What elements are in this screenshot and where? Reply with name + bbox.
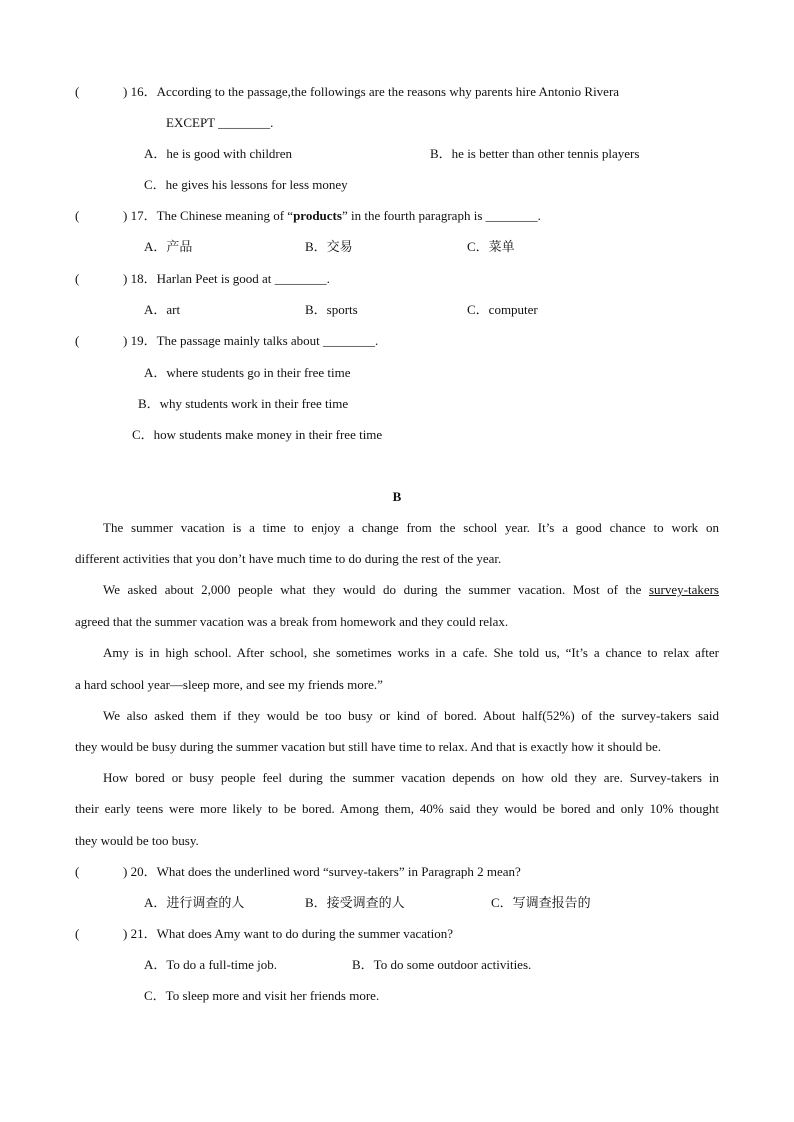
passage-p3-line1: Amy is in high school. After school, she sometimes works in a cafe. She told us, “It’s a chance to relax after [103,645,719,660]
question-stem: Harlan Peet is good at ________. [156,271,330,286]
q21-option-a: A．To do a full-time job. [144,957,278,972]
question-stem: What does Amy want to do during the summer vacation? [156,926,453,941]
q17-option-a: A．产品 [144,239,193,254]
passage-p4-line1: We also asked them if they would be too busy or kind of bored. About half(52%) of the survey-takers said [103,708,719,723]
q19-option-c: C．how students make money in their free time [132,427,383,442]
q18-option-a: A．art [144,302,181,317]
q18-option-b: B．sports [305,302,358,317]
passage-p1-line1: The summer vacation is a time to enjoy a change from the school year. It’s a good chance to work on [103,520,719,535]
q19-option-a: A．where students go in their free time [144,365,351,380]
passage-p2-line2: agreed that the summer vacation was a break from homework and they could relax. [75,614,509,629]
q18-option-c: C．computer [467,302,538,317]
answer-paren[interactable]: ( [75,926,80,941]
answer-paren[interactable]: ( [75,84,80,99]
question-number: ) 21． [123,926,157,941]
answer-paren[interactable]: ( [75,271,80,286]
question-16-stem-cont: EXCEPT ________. [166,115,274,130]
passage-p5-line3: they would be too busy. [75,833,199,848]
question-20 [75,864,521,880]
question-17 [75,208,541,224]
q19-option-b: B．why students work in their free time [138,396,349,411]
question-19 [75,333,378,349]
answer-paren[interactable]: ( [75,864,80,879]
q17-option-c: C．菜单 [467,239,515,254]
underlined-word: survey-takers [648,582,719,597]
passage-p1-line2: different activities that you don’t have much time to do during the rest of the year. [75,551,502,566]
passage-p2-line1 [75,582,719,598]
question-16 [75,84,619,100]
question-number: ) 18． [123,271,157,286]
q17-option-b: B．交易 [305,239,353,254]
passage-p5-line1: How bored or busy people feel during the summer vacation depends on how old they are. Survey-takers in [103,770,719,785]
passage-p3-line2: a hard school year—sleep more, and see my friends more.” [75,677,383,692]
question-stem-pre: The Chinese meaning of “ [156,208,294,223]
question-number: ) 19． [123,333,157,348]
question-stem: The passage mainly talks about ________. [156,333,379,348]
question-18 [75,271,330,287]
question-number: ) 17． [123,208,157,223]
question-stem-keyword: products [293,208,342,223]
question-stem: What does the underlined word “survey-takers” in Paragraph 2 mean? [156,864,521,879]
q20-option-a: A．进行调查的人 [144,895,245,910]
q21-option-c: C．To sleep more and visit her friends more. [144,988,380,1003]
question-stem-post: ” in the fourth paragraph is ________. [341,208,541,223]
answer-paren[interactable]: ( [75,208,80,223]
question-number: ) 16． [123,84,157,99]
question-number: ) 20． [123,864,157,879]
q16-option-b: B．he is better than other tennis players [430,146,640,161]
q16-option-c: C．he gives his lessons for less money [144,177,348,192]
question-stem: According to the passage,the followings are the reasons why parents hire Antonio Rivera [156,84,620,99]
section-heading: B [392,489,402,504]
question-21 [75,926,453,942]
answer-paren[interactable]: ( [75,333,80,348]
q20-option-c: C．写调查报告的 [491,895,591,910]
q16-option-a: A．he is good with children [144,146,293,161]
q20-option-b: B．接受调查的人 [305,895,405,910]
passage-text: We asked about 2,000 people what they would do during the summer vacation. Most of the [103,582,642,597]
passage-p5-line2: their early teens were more likely to be bored. Among them, 40% said they would be bored and only 10% thought [75,801,719,816]
q21-option-b: B．To do some outdoor activities. [352,957,532,972]
passage-p4-line2: they would be busy during the summer vacation but still have time to relax. And that is exactly how it should be. [75,739,661,754]
